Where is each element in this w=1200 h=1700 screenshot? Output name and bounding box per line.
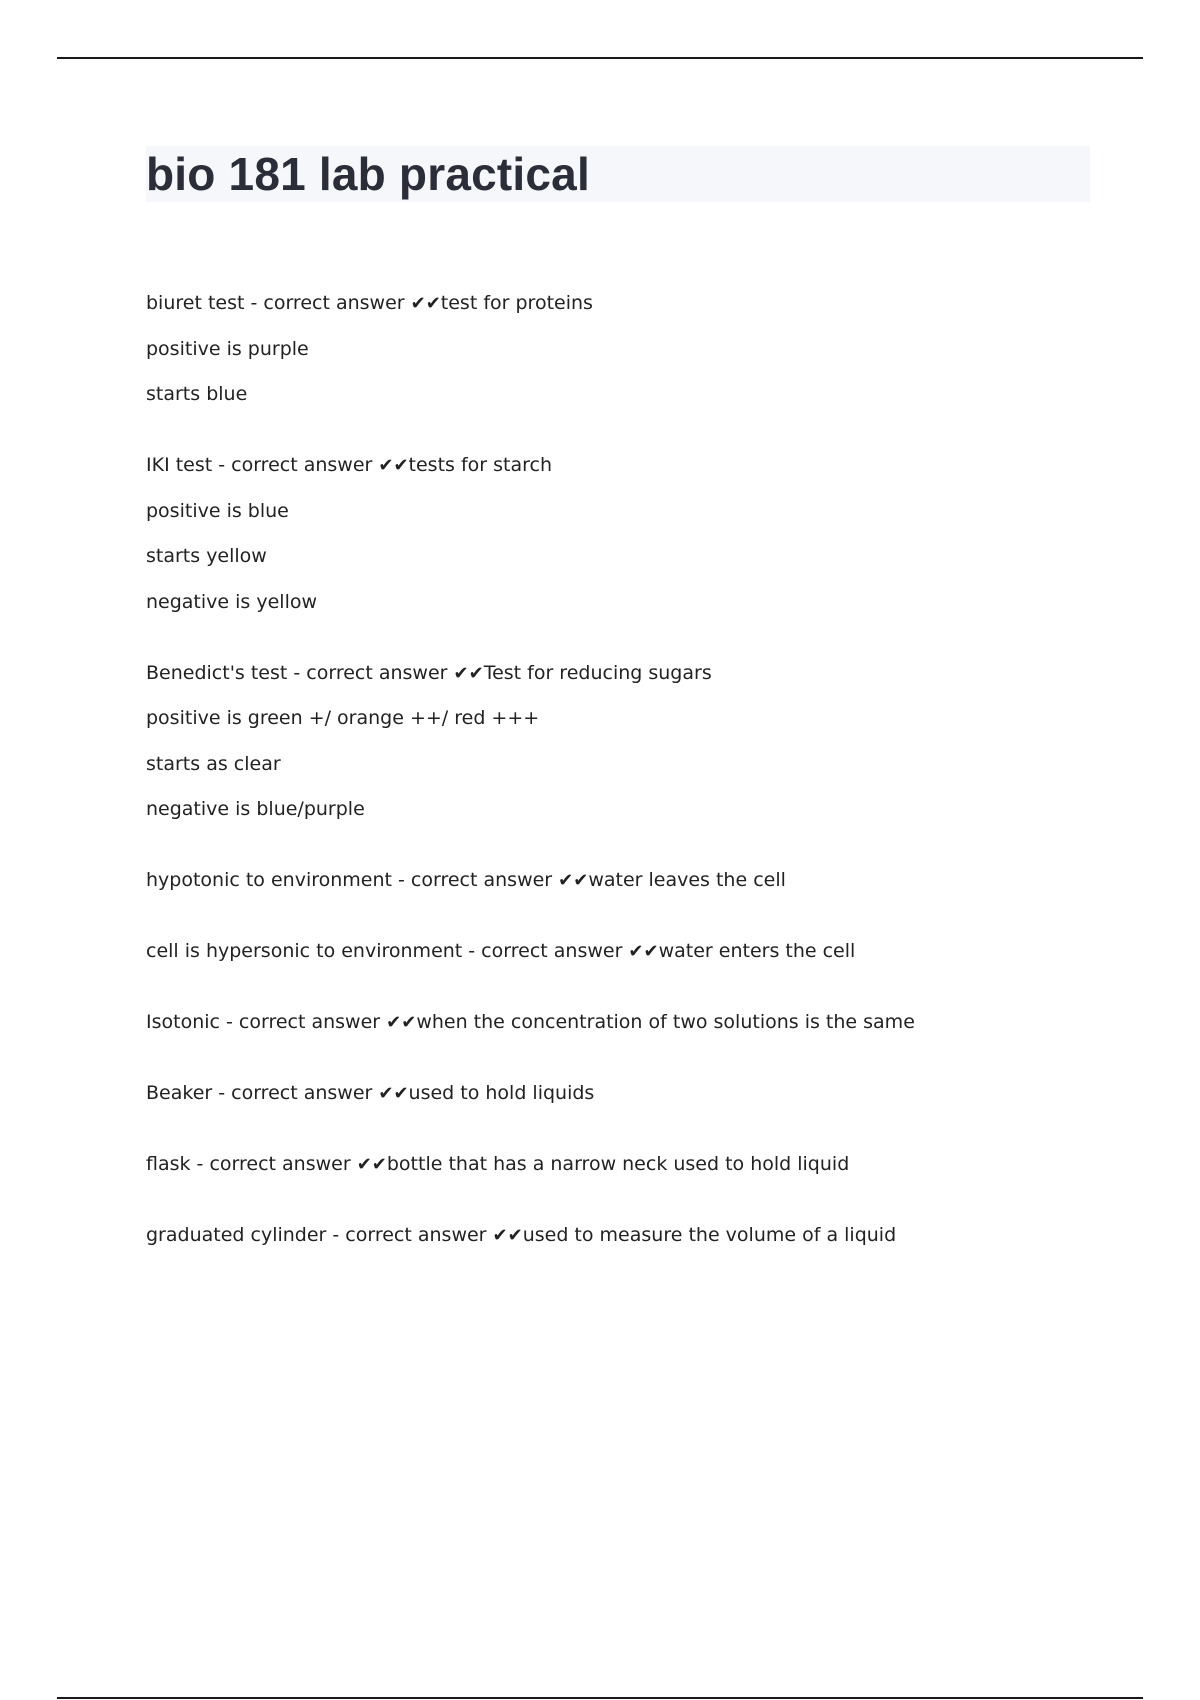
correct-answer-separator: - correct answer bbox=[287, 661, 454, 684]
entry-question-line bbox=[146, 1080, 1106, 1106]
entry-answer: tests for starch bbox=[408, 454, 553, 476]
correct-answer-separator: - correct answer bbox=[244, 292, 411, 314]
entry-answer: Test for reducing sugars bbox=[483, 661, 712, 684]
check-marks-icon: ✔✔ bbox=[356, 1154, 387, 1175]
entry-answer: used to hold liquids bbox=[408, 1082, 595, 1104]
flashcard-entry bbox=[146, 290, 1106, 407]
entry-term: Benedict's test bbox=[146, 661, 288, 684]
entry-answer: water enters the cell bbox=[658, 940, 856, 962]
correct-answer-separator: - correct answer bbox=[391, 869, 559, 891]
entry-term: hypotonic to environment bbox=[146, 869, 392, 891]
entry-detail-line: negative is yellow bbox=[146, 590, 318, 613]
entry-answer: used to measure the volume of a liquid bbox=[522, 1224, 897, 1246]
entry-detail-line: positive is purple bbox=[146, 337, 309, 360]
entry-term: flask bbox=[146, 1153, 191, 1175]
entry-question-line bbox=[146, 290, 1106, 336]
entry-term: biuret test bbox=[146, 292, 245, 314]
flashcard-list bbox=[146, 290, 1106, 1293]
correct-answer-separator: - correct answer bbox=[190, 1153, 357, 1175]
entry-term: Beaker bbox=[146, 1082, 213, 1104]
check-marks-icon: ✔✔ bbox=[378, 455, 409, 476]
correct-answer-separator: - correct answer bbox=[212, 454, 379, 476]
entry-answer: test for proteins bbox=[440, 292, 593, 314]
correct-answer-separator: - correct answer bbox=[462, 940, 629, 962]
check-marks-icon: ✔✔ bbox=[628, 941, 659, 962]
entry-question-line bbox=[146, 867, 1106, 893]
entry-detail-line: positive is blue bbox=[146, 499, 289, 522]
entry-term: graduated cylinder bbox=[146, 1224, 327, 1246]
entry-question-line bbox=[146, 660, 1106, 706]
page-title: bio 181 lab practical bbox=[146, 148, 590, 200]
flashcard-entry bbox=[146, 1222, 1106, 1248]
check-marks-icon: ✔✔ bbox=[386, 1012, 417, 1033]
check-marks-icon: ✔✔ bbox=[378, 1083, 409, 1104]
bottom-rule bbox=[57, 1697, 1143, 1699]
flashcard-entry bbox=[146, 1009, 1106, 1035]
flashcard-entry bbox=[146, 1080, 1106, 1106]
entry-answer: bottle that has a narrow neck used to hold liquid bbox=[386, 1153, 850, 1175]
flashcard-entry bbox=[146, 867, 1106, 893]
check-marks-icon: ✔✔ bbox=[410, 293, 441, 314]
flashcard-entry bbox=[146, 452, 1106, 615]
flashcard-entry bbox=[146, 938, 1106, 964]
flashcard-entry bbox=[146, 660, 1106, 823]
entry-detail-line: starts as clear bbox=[146, 752, 281, 775]
entry-detail-line: positive is green +/ orange ++/ red +++ bbox=[146, 707, 540, 729]
check-marks-icon: ✔✔ bbox=[492, 1225, 523, 1246]
entry-question-line bbox=[146, 1222, 1106, 1248]
entry-question-line bbox=[146, 938, 1106, 964]
entry-detail-line: starts yellow bbox=[146, 545, 267, 567]
correct-answer-separator: - correct answer bbox=[326, 1224, 493, 1246]
entry-question-line bbox=[146, 452, 1106, 498]
correct-answer-separator: - correct answer bbox=[219, 1011, 387, 1033]
entry-detail-line: starts blue bbox=[146, 383, 248, 405]
correct-answer-separator: - correct answer bbox=[212, 1082, 379, 1104]
top-rule bbox=[57, 57, 1143, 59]
entry-answer: water leaves the cell bbox=[588, 869, 786, 891]
check-marks-icon: ✔✔ bbox=[453, 662, 484, 684]
flashcard-entry bbox=[146, 1151, 1106, 1177]
entry-term: IKI test bbox=[146, 454, 213, 476]
entry-answer: when the concentration of two solutions is the same bbox=[416, 1011, 915, 1033]
entry-question-line bbox=[146, 1151, 1106, 1177]
entry-detail-line: negative is blue/purple bbox=[146, 798, 365, 820]
entry-term: cell is hypersonic to environment bbox=[146, 940, 463, 962]
title-bar bbox=[146, 146, 1090, 202]
entry-term: Isotonic bbox=[146, 1011, 220, 1033]
check-marks-icon: ✔✔ bbox=[558, 870, 589, 891]
entry-question-line bbox=[146, 1009, 1106, 1035]
